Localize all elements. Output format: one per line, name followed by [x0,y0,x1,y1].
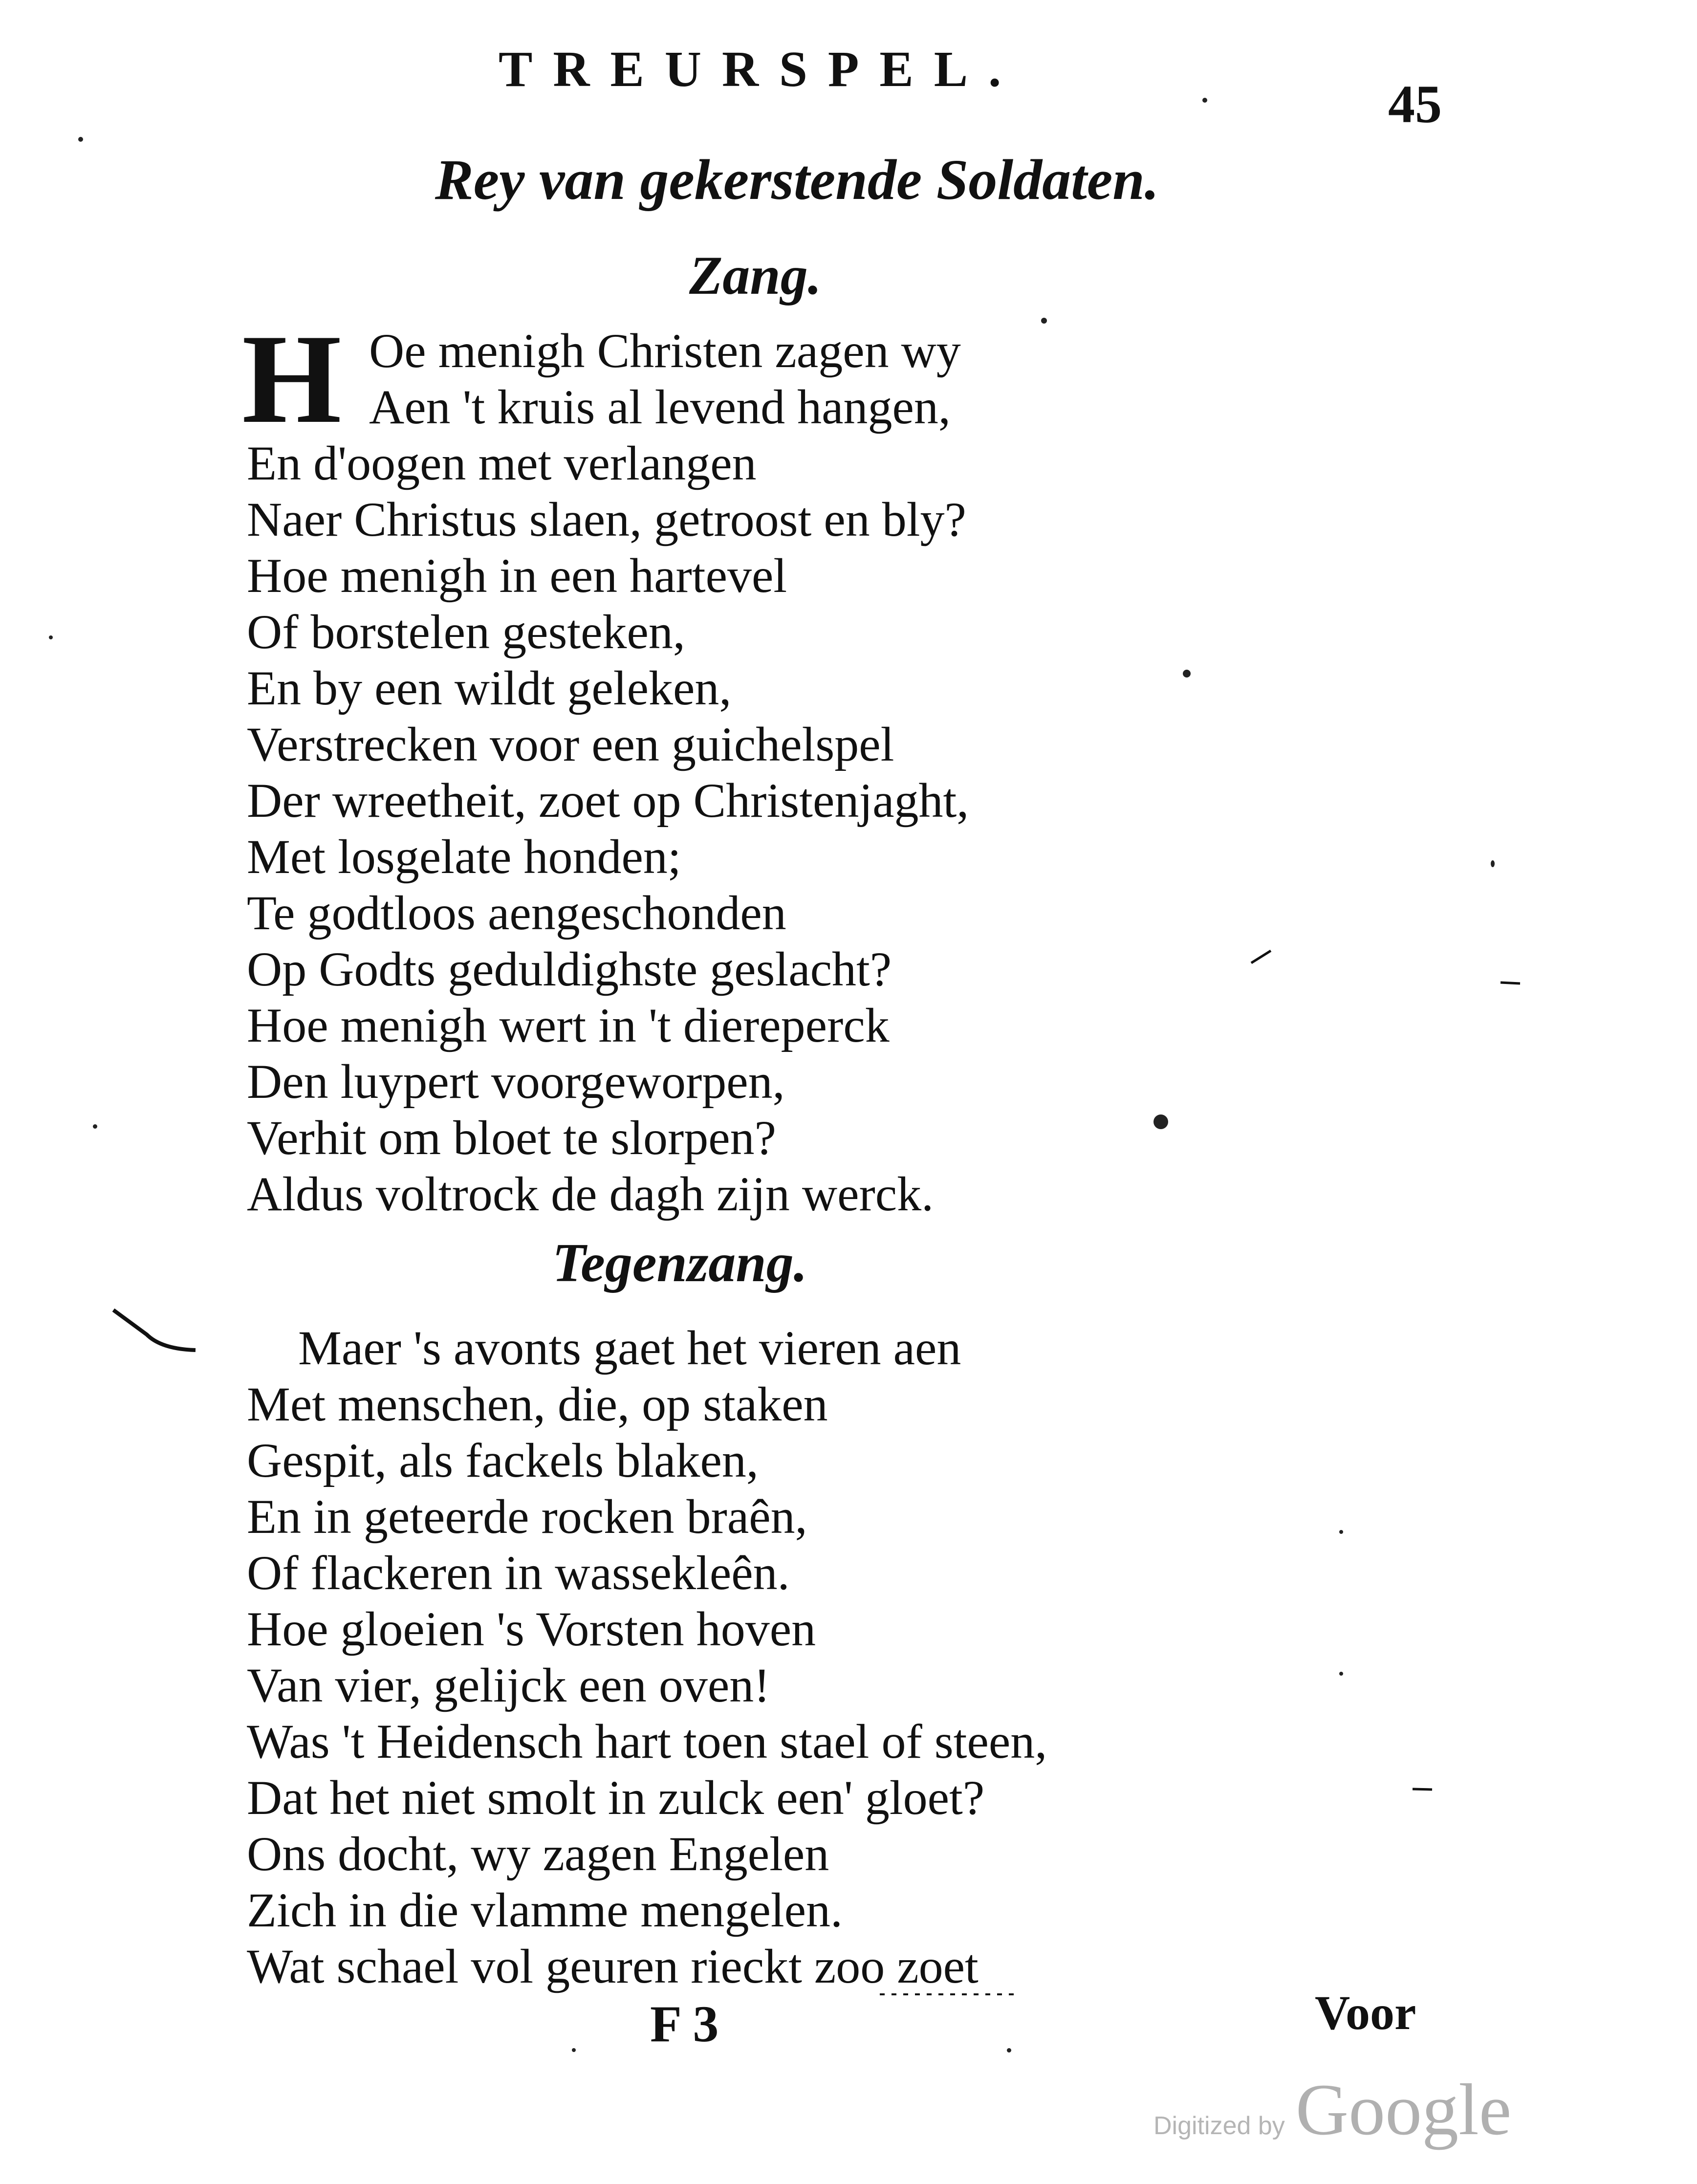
running-head: TREURSPEL. [499,41,1022,97]
verse-line: Aldus voltrock de dagh zijn werck. [247,1167,934,1221]
verse-line: Ons docht, wy zagen Engelen [247,1827,829,1881]
verse-line: Verstrecken voor een guichelspel [247,717,894,771]
watermark-prefix: Digitized by [1153,2112,1285,2140]
verse-line: En d'oogen met verlangen [247,436,757,490]
verse-line: Verhit om bloet te slorpen? [247,1111,777,1165]
verse-line: Dat het niet smolt in zulck een' gloet? [247,1770,985,1825]
verse-line: Met menschen, die, op staken [247,1377,828,1431]
ink-stroke-mark [113,1310,196,1350]
verse-line: Gespit, als fackels blaken, [247,1433,759,1487]
signature-mark: F 3 [650,1995,719,2053]
verse-line-text: Oe menigh Christen zagen wy [369,324,961,378]
ink-stroke-mark [1251,951,1271,963]
section-heading-zang: Zang. [689,245,822,306]
verse-line: Zich in die vlamme mengelen. [247,1883,843,1937]
google-logo: Google [1295,2069,1512,2150]
verse-line: Was 't Heidensch hart toen stael of steen, [247,1714,1047,1769]
verse-line: Met losgelate honden; [247,830,681,884]
verse-line: Der wreetheit, zoet op Christenjaght, [247,773,969,828]
ink-stroke-mark [1413,1789,1432,1790]
catchword: Voor [1315,1986,1416,2040]
section-heading-tegenzang: Tegenzang. [552,1233,807,1293]
verse-line: Hoe gloeien 's Vorsten hoven [247,1602,816,1656]
verse-line: Aen 't kruis al levend hangen, [369,380,951,434]
verse-line: Van vier, gelijck een oven! [247,1658,770,1712]
verse-line: Hoe menigh wert in 't diereperck [247,998,890,1052]
verse-line: En by een wildt geleken, [247,661,732,715]
verse-line: Den luypert voorgeworpen, [247,1054,785,1109]
verse-line: En in geteerde rocken braên, [247,1489,807,1544]
verse-line: Maer 's avonts gaet het vieren aen [298,1321,961,1375]
page-number: 45 [1388,74,1442,134]
verse-line: Hoe menigh in een hartevel [247,548,787,603]
drop-cap: H [242,308,342,450]
chorus-title: Rey van gekerstende Soldaten. [435,148,1159,212]
verse-line: Of borstelen gesteken, [247,605,685,659]
verse-line: Te godtloos aengeschonden [247,886,786,940]
verse-line: Of flackeren in wassekleên. [247,1546,790,1600]
verse-line: Wat schael vol geuren rieckt zoo zoet [247,1939,979,1993]
verse-line: Naer Christus slaen, getroost en bly? [247,492,966,546]
verse-line: Op Godts geduldighste geslacht? [247,942,892,996]
